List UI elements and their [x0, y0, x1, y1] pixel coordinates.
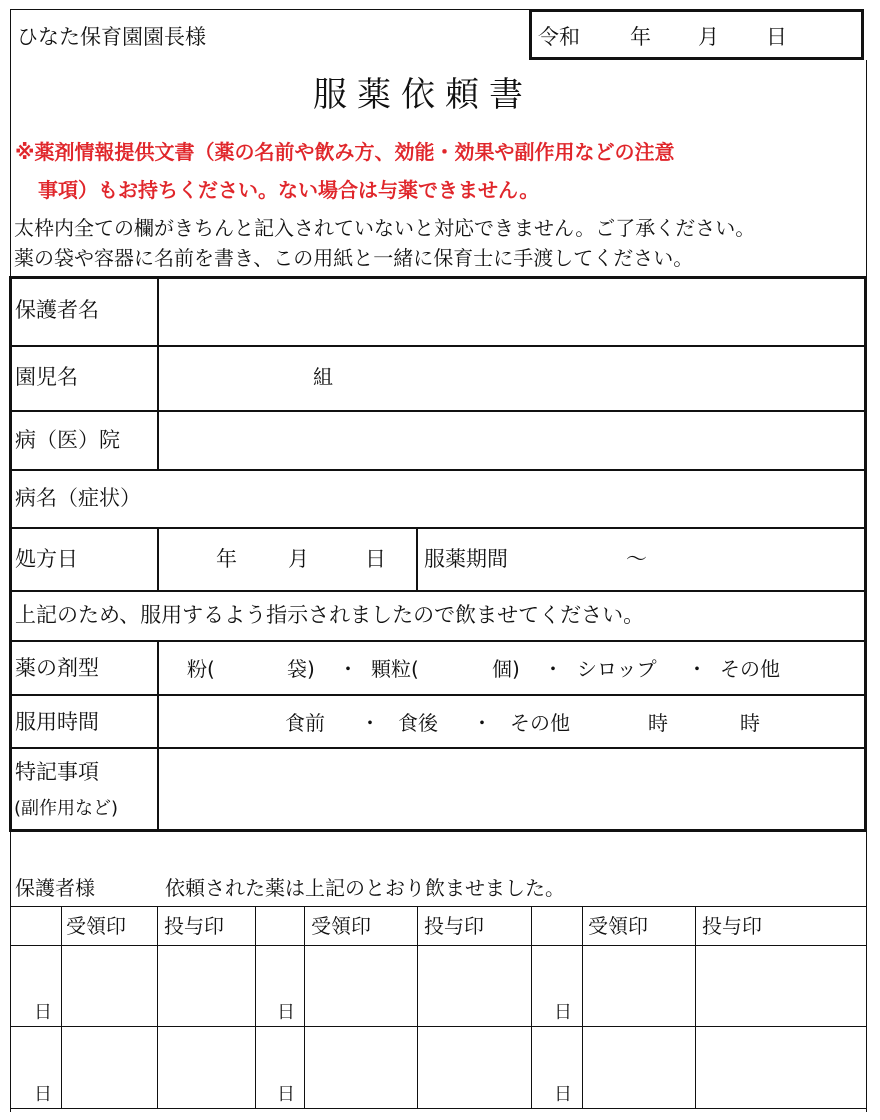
- time-separator-1: ・: [360, 711, 380, 735]
- log-day-r2-c3: 日: [554, 1084, 572, 1105]
- dosing-time-label: 服用時間: [15, 710, 99, 734]
- special-notes-field[interactable]: [160, 749, 863, 829]
- dosage-powder[interactable]: 粉(: [187, 657, 215, 681]
- instruction-line-2: 薬の袋や容器に名前を書き、この用紙と一緒に保育士に手渡してください。: [14, 246, 694, 270]
- class-suffix: 組: [313, 365, 333, 389]
- notice-line-2: 事項）もお持ちください。ない場合は与薬できません。: [38, 178, 540, 202]
- given-stamp-cell[interactable]: [158, 1027, 255, 1108]
- special-notes-label: 特記事項: [15, 760, 99, 784]
- given-stamp-header-3: 投与印: [702, 914, 762, 938]
- log-day-r1-c2: 日: [277, 1002, 295, 1023]
- prescription-day-label: 日: [365, 547, 386, 571]
- dosage-granule[interactable]: 顆粒(: [371, 657, 419, 681]
- received-stamp-cell[interactable]: [583, 946, 695, 1026]
- given-stamp-header-2: 投与印: [424, 914, 484, 938]
- time-hour-1: 時: [648, 711, 668, 735]
- dosage-separator-3: ・: [687, 657, 707, 681]
- given-stamp-cell[interactable]: [418, 946, 531, 1026]
- hospital-field[interactable]: [160, 412, 863, 469]
- time-separator-2: ・: [472, 711, 492, 735]
- given-stamp-cell[interactable]: [418, 1027, 531, 1108]
- addressee: ひなた保育園園長様: [17, 25, 206, 49]
- guardian-name-label: 保護者名: [15, 298, 99, 322]
- child-name-field[interactable]: [160, 347, 863, 410]
- log-guardian-label: 保護者様: [15, 876, 95, 900]
- time-other[interactable]: その他: [510, 711, 570, 735]
- given-stamp-header-1: 投与印: [164, 914, 224, 938]
- period-tilde: ～: [626, 547, 647, 571]
- guardian-name-field[interactable]: [160, 279, 863, 345]
- special-notes-sublabel: (副作用など): [14, 798, 119, 819]
- prescription-date-label: 処方日: [15, 547, 78, 571]
- notice-line-1: ※薬剤情報提供文書（薬の名前や飲み方、効能・効果や副作用などの注意: [15, 140, 675, 164]
- dosage-bags: 袋): [287, 657, 315, 681]
- log-day-r1-c3: 日: [554, 1002, 572, 1023]
- received-stamp-cell[interactable]: [305, 946, 417, 1026]
- medication-period-field[interactable]: [530, 529, 863, 590]
- disease-field[interactable]: [170, 471, 863, 527]
- prescription-year-label: 年: [216, 547, 237, 571]
- dosage-separator-1: ・: [338, 657, 358, 681]
- received-stamp-header-2: 受領印: [311, 914, 371, 938]
- dosage-pieces: 個): [492, 657, 520, 681]
- log-day-r1-c1: 日: [34, 1002, 52, 1023]
- received-stamp-cell[interactable]: [62, 1027, 157, 1108]
- received-stamp-header-1: 受領印: [66, 914, 126, 938]
- child-name-label: 園児名: [15, 365, 78, 389]
- log-message: 依頼された薬は上記のとおり飲ませました。: [165, 876, 565, 900]
- dosage-syrup[interactable]: シロップ: [577, 657, 657, 681]
- date-day-label: 日: [766, 25, 787, 49]
- received-stamp-cell[interactable]: [583, 1027, 695, 1108]
- prescription-month-label: 月: [288, 547, 309, 571]
- given-stamp-cell[interactable]: [158, 946, 255, 1026]
- dosage-separator-2: ・: [543, 657, 563, 681]
- hospital-label: 病（医）院: [15, 428, 120, 452]
- received-stamp-cell[interactable]: [62, 946, 157, 1026]
- received-stamp-cell[interactable]: [305, 1027, 417, 1108]
- date-era: 令和: [538, 25, 580, 49]
- log-day-r2-c2: 日: [277, 1084, 295, 1105]
- request-statement: 上記のため、服用するよう指示されましたので飲ませてください。: [15, 603, 645, 627]
- date-year-label: 年: [630, 25, 651, 49]
- received-stamp-header-3: 受領印: [588, 914, 648, 938]
- given-stamp-cell[interactable]: [696, 946, 866, 1026]
- instruction-line-1: 太枠内全ての欄がきちんと記入されていないと対応できません。ご了承ください。: [14, 216, 756, 240]
- time-hour-2: 時: [740, 711, 760, 735]
- medication-period-label: 服薬期間: [424, 547, 508, 571]
- disease-label: 病名（症状）: [15, 486, 141, 510]
- given-stamp-cell[interactable]: [696, 1027, 866, 1108]
- time-before-meal[interactable]: 食前: [285, 711, 325, 735]
- page-title: 服薬依頼書: [313, 75, 533, 115]
- log-day-r2-c1: 日: [34, 1084, 52, 1105]
- date-month-label: 月: [698, 25, 719, 49]
- time-after-meal[interactable]: 食後: [398, 711, 438, 735]
- dosage-form-label: 薬の剤型: [15, 656, 99, 680]
- dosage-other[interactable]: その他: [720, 657, 780, 681]
